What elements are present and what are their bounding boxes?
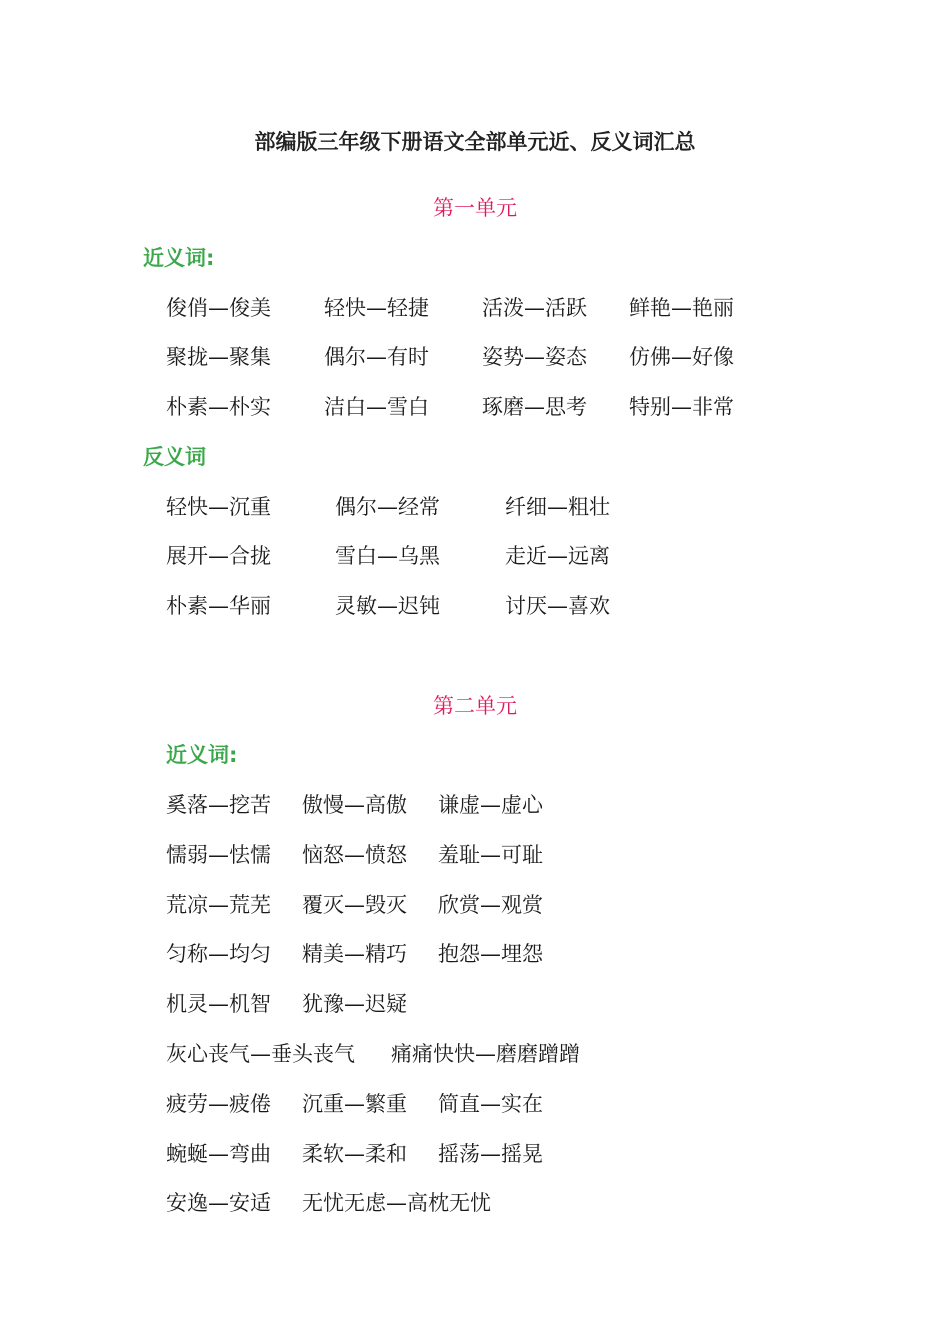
word-pair: 洁白—雪白	[324, 395, 429, 419]
word-pair: 懦弱—怯懦	[166, 843, 271, 867]
word-pair: 简直—实在	[438, 1092, 543, 1116]
word-pair: 抱怨—埋怨	[438, 942, 543, 966]
word-pair: 精美—精巧	[302, 942, 407, 966]
word-pair: 俊俏—俊美	[166, 296, 271, 320]
word-pair: 偶尔—有时	[324, 345, 429, 369]
word-pair: 朴素—朴实	[166, 395, 271, 419]
word-pair: 鲜艳—艳丽	[629, 296, 734, 320]
word-pair: 灰心丧气—垂头丧气	[166, 1042, 355, 1066]
word-pair: 讨厌—喜欢	[505, 594, 610, 618]
word-pair: 活泼—活跃	[482, 296, 587, 320]
word-pair: 奚落—挖苦	[166, 793, 271, 817]
word-pair: 痛痛快快—磨磨蹭蹭	[391, 1042, 580, 1066]
word-pair: 轻快—轻捷	[324, 296, 429, 320]
word-pair: 轻快—沉重	[166, 495, 271, 519]
word-pair: 犹豫—迟疑	[302, 992, 407, 1016]
word-pair: 欣赏—观赏	[438, 893, 543, 917]
word-pair: 恼怒—愤怒	[302, 843, 407, 867]
word-pair: 羞耻—可耻	[438, 843, 543, 867]
unit-1-antonyms-heading: 反义词	[143, 445, 206, 469]
word-pair: 展开—合拢	[166, 544, 271, 568]
word-pair: 朴素—华丽	[166, 594, 271, 618]
word-pair: 荒凉—荒芜	[166, 893, 271, 917]
word-pair: 无忧无虑—高枕无忧	[302, 1191, 491, 1215]
word-pair: 摇荡—摇晃	[438, 1142, 543, 1166]
word-pair: 特别—非常	[629, 395, 734, 419]
word-pair: 偶尔—经常	[335, 495, 440, 519]
word-pair: 纤细—粗壮	[505, 495, 610, 519]
word-pair: 琢磨—思考	[482, 395, 587, 419]
word-pair: 谦虚—虚心	[438, 793, 543, 817]
word-pair: 傲慢—高傲	[302, 793, 407, 817]
word-pair: 蜿蜒—弯曲	[166, 1142, 271, 1166]
word-pair: 聚拢—聚集	[166, 345, 271, 369]
unit-1-synonyms-heading: 近义词:	[143, 246, 215, 270]
word-pair: 安逸—安适	[166, 1191, 271, 1215]
word-pair: 灵敏—迟钝	[335, 594, 440, 618]
unit-1-title: 第一单元	[433, 196, 517, 220]
word-pair: 雪白—乌黑	[335, 544, 440, 568]
word-pair: 柔软—柔和	[302, 1142, 407, 1166]
word-pair: 疲劳—疲倦	[166, 1092, 271, 1116]
unit-2-title: 第二单元	[433, 694, 517, 718]
unit-2-synonyms-heading: 近义词:	[166, 743, 238, 767]
word-pair: 姿势—姿态	[482, 345, 587, 369]
word-pair: 沉重—繁重	[302, 1092, 407, 1116]
word-pair: 走近—远离	[505, 544, 610, 568]
word-pair: 匀称—均匀	[166, 942, 271, 966]
word-pair: 机灵—机智	[166, 992, 271, 1016]
page-title: 部编版三年级下册语文全部单元近、反义词汇总	[254, 130, 696, 154]
word-pair: 覆灭—毁灭	[302, 893, 407, 917]
word-pair: 仿佛—好像	[629, 345, 734, 369]
